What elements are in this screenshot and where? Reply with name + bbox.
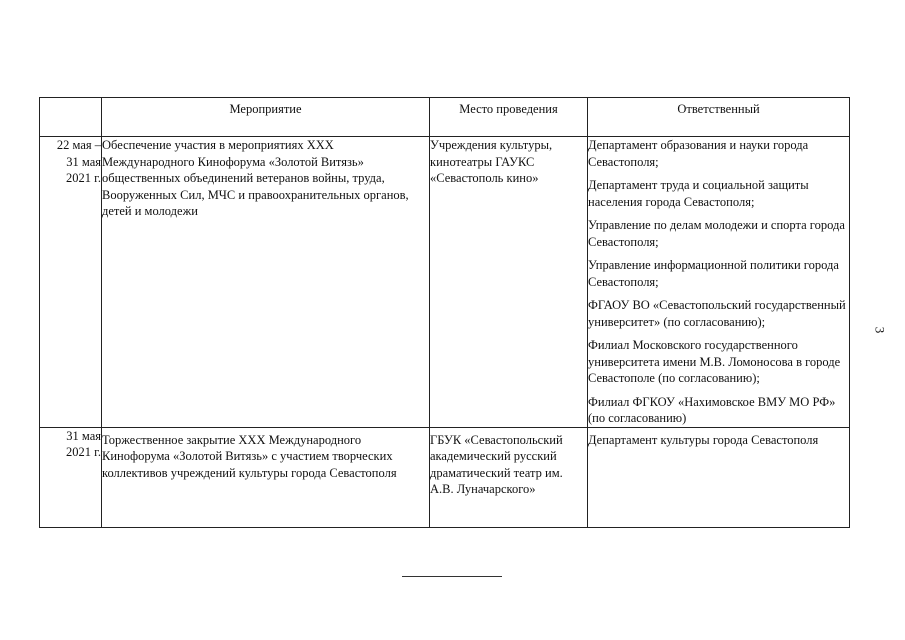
date-cell [40, 427, 102, 527]
responsible-cell [588, 427, 850, 527]
responsible-item: Управление по делам молодежи и спорта города Севастополя; [588, 218, 845, 249]
header-responsible: Ответственный [588, 98, 850, 137]
responsible-item: Департамент культуры города Севастополя [588, 432, 819, 447]
date-line: 31 мая [66, 428, 101, 443]
responsible-item: Департамент труда и социальной защиты населения города Севастополя; [588, 178, 809, 209]
table-row [40, 427, 850, 527]
responsible-item: Филиал Московского государственного университета имени М.В. Ломоносова в городе Севастополе (по согласованию); [588, 338, 841, 385]
responsible-item: Филиал ФГКОУ «Нахимовское ВМУ МО РФ» (по согласованию) [588, 394, 836, 425]
date-line: 2021 г. [66, 445, 101, 459]
place-cell: ГБУК «Севастопольский академический русский драматический театр им. А.В. Луначарского» [430, 427, 588, 527]
place-cell: Учреждения культуры, кинотеатры ГАУКС «Севастополь кино» [430, 137, 588, 428]
table-header-row [40, 98, 850, 137]
date-line: 31 мая [66, 154, 101, 169]
header-date [40, 98, 102, 137]
responsible-item: Департамент образования и науки города Севастополя; [588, 138, 809, 169]
table-row [40, 137, 850, 428]
event-cell: Торжественное закрытие XXX Международного Кинофорума «Золотой Витязь» с участием творческих коллективов учреждений культуры города Севастополя [102, 427, 430, 527]
responsible-item: ФГАОУ ВО «Севастопольский государственный университет» (по согласованию); [588, 298, 846, 329]
date-line: 22 мая – [56, 138, 101, 152]
responsible-item: Управление информационной политики города Севастополя; [588, 258, 839, 289]
page-number: 3 [872, 326, 888, 334]
responsible-cell [588, 137, 850, 428]
footer-divider [402, 576, 502, 577]
header-place: Место проведения [430, 98, 588, 137]
schedule-table [39, 97, 850, 528]
header-event: Мероприятие [102, 98, 430, 137]
date-line: 2021 г. [66, 171, 101, 185]
date-cell [40, 137, 102, 428]
event-cell: Обеспечение участия в мероприятиях XXX Международного Кинофорума «Золотой Витязь» общественных объединений ветеранов войны, труда, Вооруженных Сил, МЧС и правоохранительных органов, детей и молодежи [102, 137, 430, 428]
